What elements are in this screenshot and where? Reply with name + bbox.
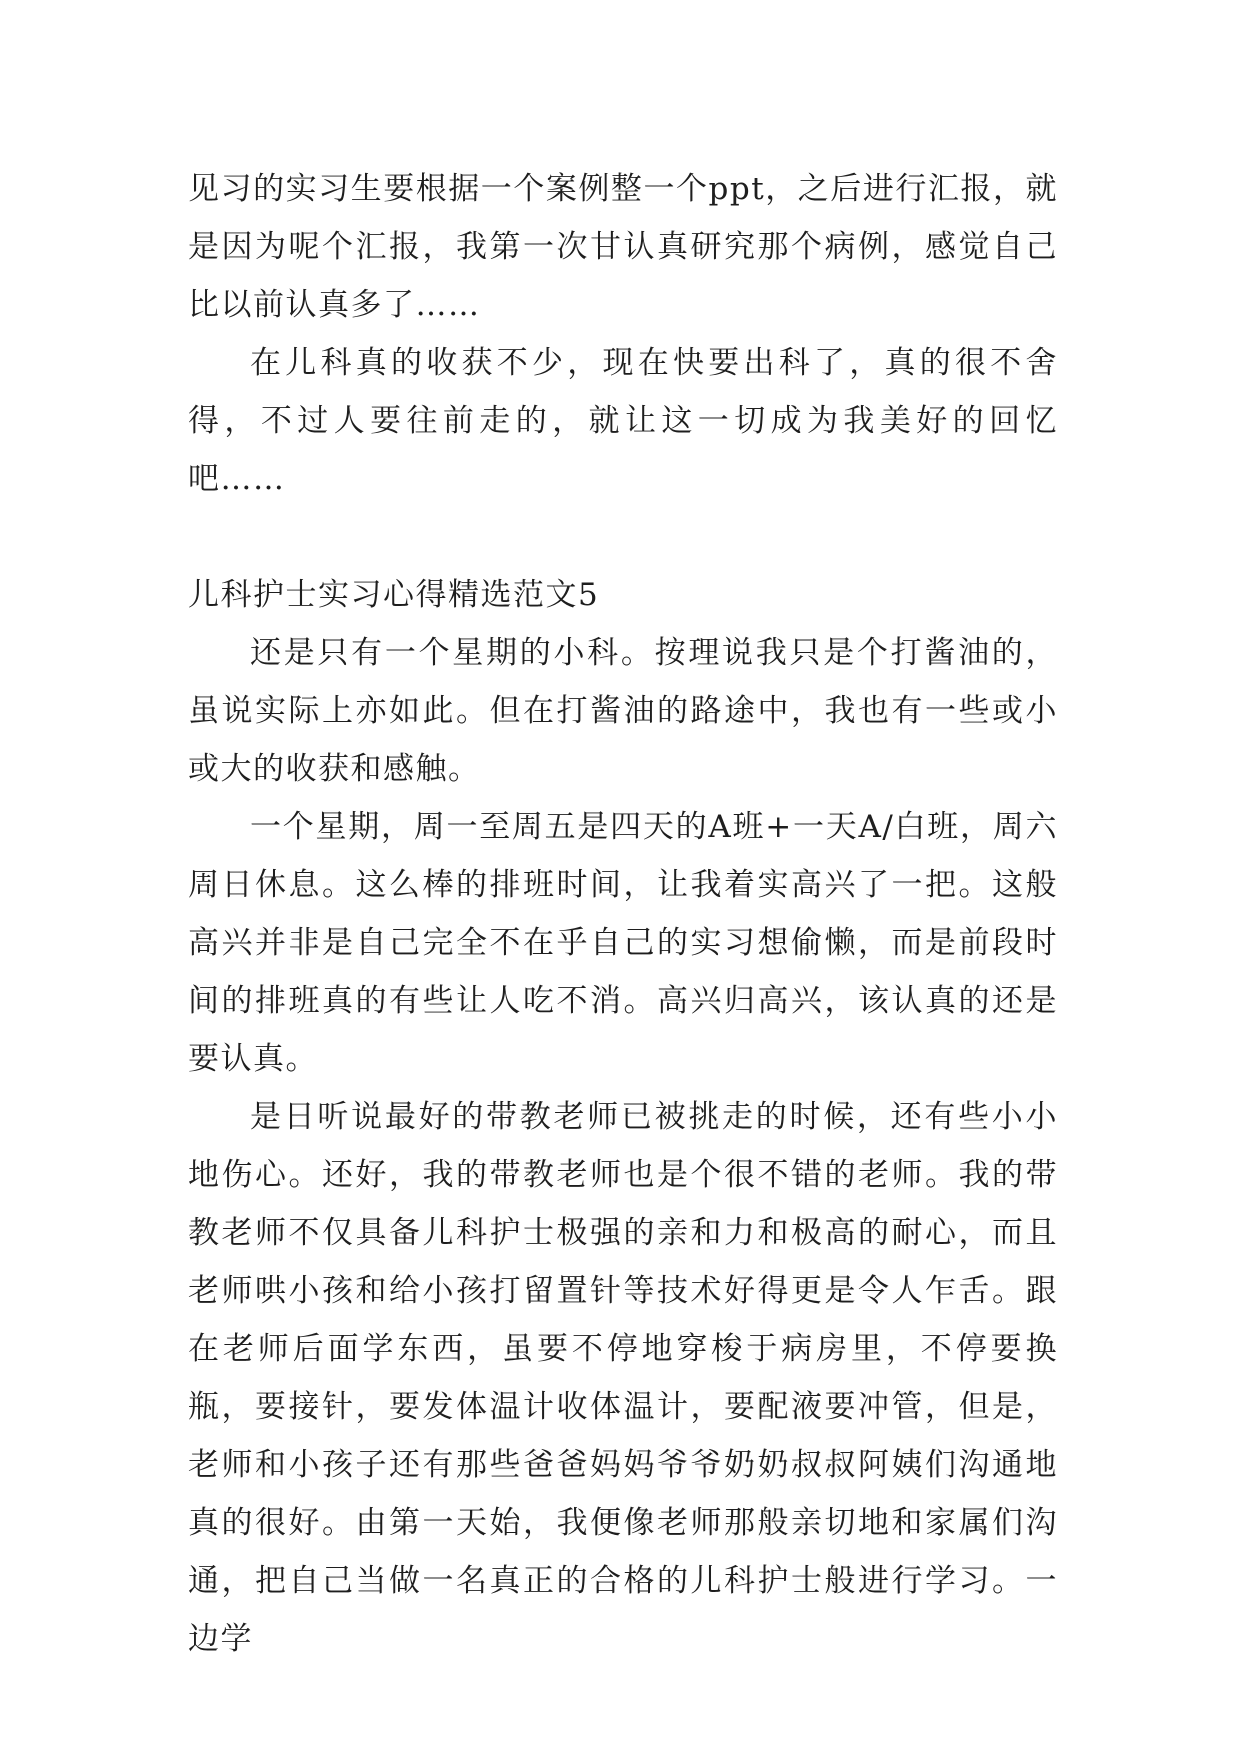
paragraph-farewell: 在儿科真的收获不少，现在快要出科了，真的很不舍得，不过人要往前走的，就让这一切成为我美好的回忆吧…… [188, 345, 1058, 497]
paragraph-intro: 还是只有一个星期的小科。按理说我只是个打酱油的，虽说实际上亦如此。但在打酱油的路途中，我也有一些或小或大的收获和感触。 [188, 635, 1058, 787]
paragraph-teacher: 是日听说最好的带教老师已被挑走的时候，还有些小小地伤心。还好，我的带教老师也是个很不错的老师。我的带教老师不仅具备儿科护士极强的亲和力和极高的耐心，而且老师哄小孩和给小孩打留置针等技术好得更是令人乍舌。跟在老师后面学东西，虽要不停地穿梭于病房里，不停要换瓶，要接针，要发体温计收体温计，要配液要冲管，但是，老师和小孩子还有那些爸爸妈妈爷爷奶奶叔叔阿姨们沟通地真的很好。由第一天始，我便像老师那般亲切地和家属们沟通，把自己当做一名真正的合格的儿科护士般进行学习。一边学 [188, 1099, 1058, 1657]
document-body [188, 160, 1058, 1668]
section-heading: 儿科护士实习心得精选范文5 [188, 577, 600, 613]
paragraph-schedule: 一个星期，周一至周五是四天的A班+一天A/白班，周六周日休息。这么棒的排班时间，让我着实高兴了一把。这般高兴并非是自己完全不在乎自己的实习想偷懒，而是前段时间的排班真的有些让人吃不消。高兴归高兴，该认真的还是要认真。 [188, 809, 1058, 1077]
paragraph-continuation: 见习的实习生要根据一个案例整一个ppt，之后进行汇报，就是因为呢个汇报，我第一次甘认真研究那个病例，感觉自己比以前认真多了…… [188, 171, 1058, 323]
